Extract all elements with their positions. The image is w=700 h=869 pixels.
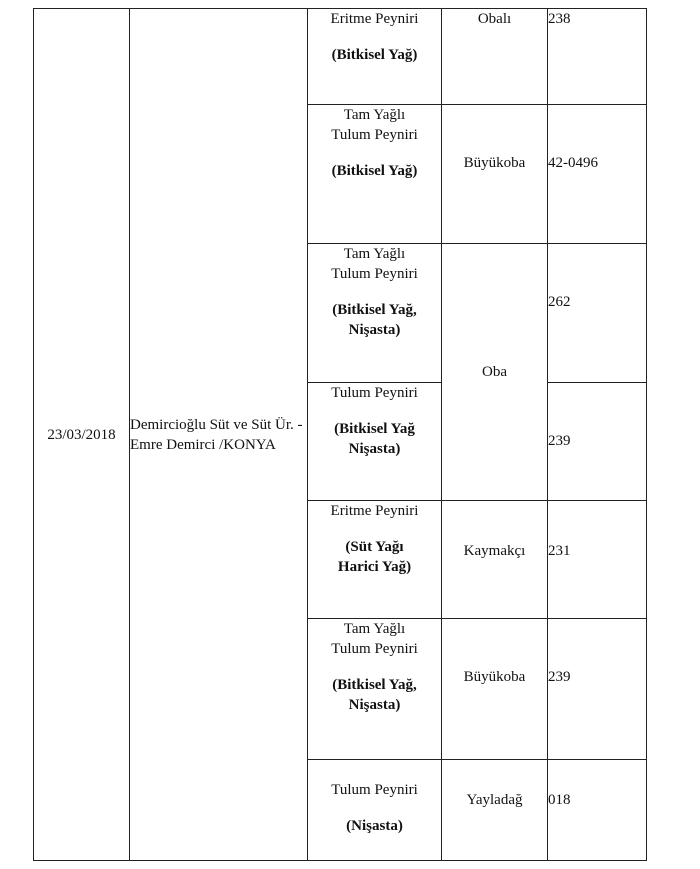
brand-cell: Büyükoba (442, 619, 548, 760)
product-note: (Bitkisel Yağ, (332, 677, 417, 693)
product-name: Tulum Peyniri (331, 127, 418, 143)
number-cell: 262 (548, 244, 647, 383)
product-name: Tam Yağlı (343, 621, 406, 637)
number-cell: 018 (548, 760, 647, 861)
product-name: Eritme Peyniri (330, 503, 419, 519)
date-cell: 23/03/2018 (34, 9, 130, 861)
product-note: (Bitkisel Yağ) (331, 47, 418, 63)
product-cell (308, 244, 442, 383)
product-table (33, 8, 647, 861)
product-cell (308, 760, 442, 861)
product-note: (Nişasta) (346, 818, 403, 834)
product-note: (Bitkisel Yağ, (332, 302, 417, 318)
product-cell (308, 619, 442, 760)
product-note: (Bitkisel Yağ (334, 421, 415, 437)
product-name: Tam Yağlı (343, 107, 406, 123)
number-cell: 231 (548, 501, 647, 619)
number-cell: 42-0496 (548, 105, 647, 244)
number-cell: 238 (548, 9, 647, 105)
brand-cell: Oba (442, 244, 548, 501)
product-cell (308, 501, 442, 619)
product-cell (308, 105, 442, 244)
product-name: Tulum Peyniri (331, 782, 418, 798)
brand-cell: Yayladağ (442, 760, 548, 861)
product-note: (Bitkisel Yağ) (331, 163, 418, 179)
product-note: Nişasta) (348, 322, 401, 338)
product-note: Nişasta) (348, 697, 401, 713)
product-note: Harici Yağ) (337, 559, 412, 575)
number-cell: 239 (548, 619, 647, 760)
product-name: Tulum Peyniri (331, 641, 418, 657)
brand-cell: Büyükoba (442, 105, 548, 244)
product-name: Tulum Peyniri (331, 266, 418, 282)
product-name: Tulum Peyniri (331, 385, 418, 401)
number-cell: 239 (548, 383, 647, 501)
product-note: (Süt Yağı (345, 539, 404, 555)
brand-cell: Obalı (442, 9, 548, 105)
brand-cell: Kaymakçı (442, 501, 548, 619)
company-cell: Demircioğlu Süt ve Süt Ür. -Emre Demirci /KONYA (130, 9, 308, 861)
product-name: Tam Yağlı (343, 246, 406, 262)
table-row (34, 9, 647, 105)
product-cell (308, 383, 442, 501)
product-note: Nişasta) (348, 441, 401, 457)
product-cell (308, 9, 442, 105)
product-name: Eritme Peyniri (330, 11, 419, 27)
